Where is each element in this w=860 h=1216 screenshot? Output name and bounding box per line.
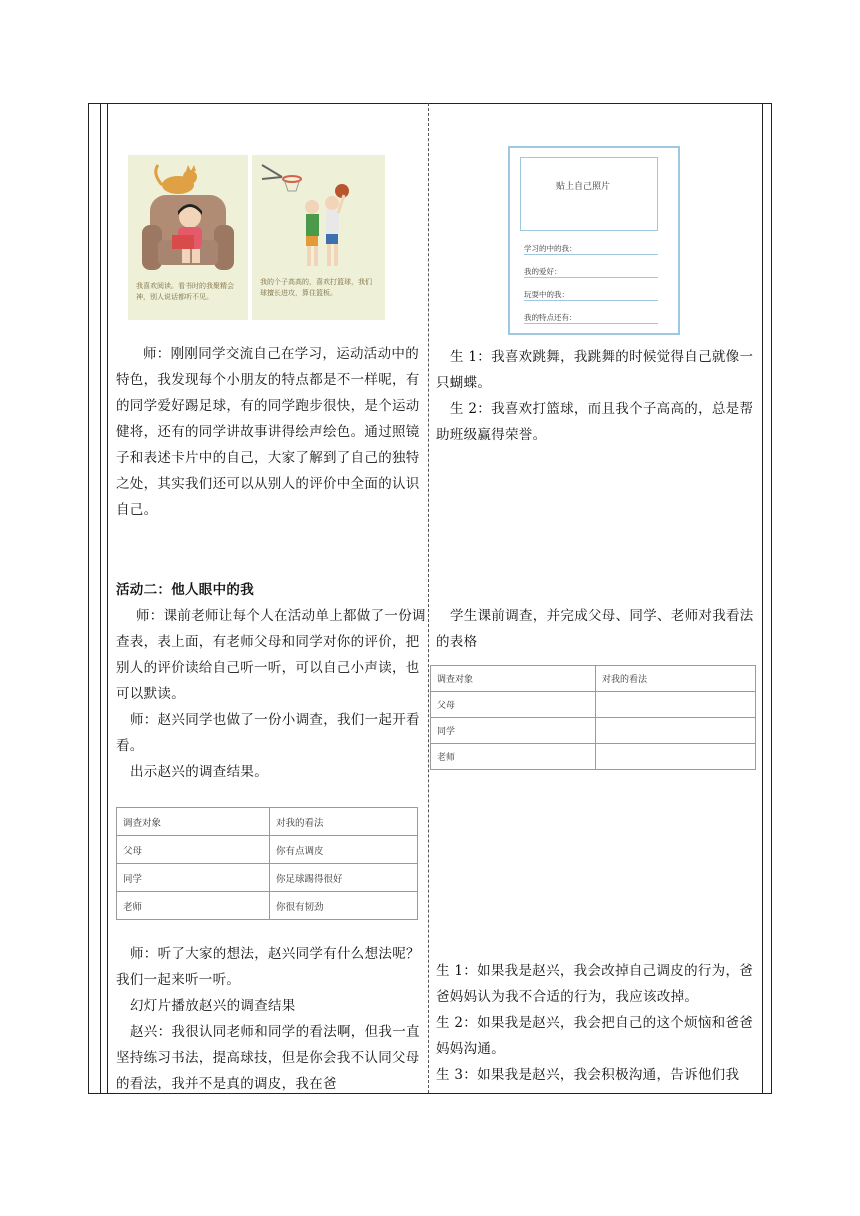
- boys-basketball-icon: [252, 155, 385, 275]
- illustration-reading: [128, 155, 248, 320]
- table-row: [431, 718, 756, 744]
- table-row: [117, 892, 418, 920]
- teacher-summary: 师：刚刚同学交流自己在学习，运动活动中的特色，我发现每个小朋友的特点都是不一样呢，有的同学爱好踢足球，有的同学跑步很快，是个运动健将，还有的同学讲故事讲得绘声绘色。通过照镜子和表述卡片中的自己，大家了解到了自己的独特之处，其实我们还可以从别人的评价中全面的认识自己。: [116, 346, 420, 518]
- table-cell: 你足球踢得很好: [270, 864, 418, 892]
- blank-survey-table: [430, 665, 756, 770]
- show-result: 出示赵兴的调查结果。: [130, 764, 268, 780]
- illustration-reading-caption: 我喜欢阅读。看书时的我聚精会神，别人说话都听不见。: [136, 282, 234, 301]
- column-divider: [428, 103, 429, 1093]
- card-line-play: 玩耍中的我：: [524, 289, 658, 301]
- teacher-zhaoxing: 师：赵兴同学也做了一份小调查，我们一起开看看。: [116, 712, 420, 754]
- card-line-hobby: 我的爱好：: [524, 266, 658, 278]
- table-header-cell: 调查对象: [431, 666, 596, 692]
- teacher-ask: 师：听了大家的想法，赵兴同学有什么想法呢？我们一起来听一听。: [116, 946, 420, 988]
- student-1-answer: 生 1：我喜欢跳舞，我跳舞的时候觉得自己就像一只蝴蝶。: [436, 349, 754, 391]
- table-row: [117, 836, 418, 864]
- self-intro-card: [508, 146, 680, 335]
- table-cell: [596, 718, 756, 744]
- girl-reading-icon: [128, 155, 248, 280]
- frame-left-border-inner: [100, 103, 101, 1093]
- survey-note: 学生课前调查，并完成父母、同学、老师对我看法的表格: [436, 608, 754, 650]
- table-cell: [596, 744, 756, 770]
- activity-title: 活动二：他人眼中的我: [116, 582, 254, 598]
- reply-student-2: 生 2：如果我是赵兴，我会把自己的这个烦恼和爸爸妈妈沟通。: [436, 1015, 754, 1057]
- table-header-cell: 对我的看法: [596, 666, 756, 692]
- frame-top-border: [88, 103, 772, 104]
- table-cell: 老师: [117, 892, 270, 920]
- card-line-study: 学习的中的我：: [524, 243, 658, 255]
- table-header-row: [431, 666, 756, 692]
- reply-student-3: 生 3：如果我是赵兴，我会积极沟通，告诉他们我: [436, 1067, 740, 1083]
- table-row: [431, 692, 756, 718]
- table-cell: 同学: [431, 718, 596, 744]
- table-cell: 你有点调皮: [270, 836, 418, 864]
- table-header-cell: 调查对象: [117, 808, 270, 836]
- card-line-traits: 我的特点还有：: [524, 312, 658, 324]
- slide-note: 幻灯片播放赵兴的调查结果: [130, 998, 296, 1014]
- frame-right-border-inner: [762, 103, 763, 1093]
- teacher-intro: 师：课前老师让每个人在活动单上都做了一份调查表，表上面，有老师父母和同学对你的评价，把别人的评价读给自己听一听，可以自己小声读，也可以默读。: [116, 608, 426, 702]
- photo-placeholder-label: 贴上自己照片: [556, 182, 611, 192]
- reply-student-1: 生 1：如果我是赵兴，我会改掉自己调皮的行为，爸爸妈妈认为我不合适的行为，我应该改掉。: [436, 963, 754, 1005]
- table-cell: 老师: [431, 744, 596, 770]
- frame-left-border-outer: [88, 103, 89, 1093]
- frame-left-border-inner2: [107, 103, 108, 1093]
- table-row: [431, 744, 756, 770]
- table-row: [117, 864, 418, 892]
- table-cell: 同学: [117, 864, 270, 892]
- frame-right-border-outer: [771, 103, 772, 1093]
- illustration-basketball: [252, 155, 385, 320]
- zhaoxing-survey-table: [116, 807, 418, 920]
- student-2-answer: 生 2：我喜欢打篮球，而且我个子高高的，总是帮助班级赢得荣誉。: [436, 401, 754, 443]
- photo-placeholder: [520, 157, 658, 231]
- table-header-row: [117, 808, 418, 836]
- table-header-cell: 对我的看法: [270, 808, 418, 836]
- table-cell: 父母: [431, 692, 596, 718]
- table-cell: 父母: [117, 836, 270, 864]
- zhaoxing-reply: 赵兴：我很认同老师和同学的看法啊，但我一直坚持练习书法，提高球技，但是你会我不认同父母的看法，我并不是真的调皮，我在爸: [116, 1024, 420, 1092]
- illustration-basketball-caption: 我的个子高高的，喜欢打篮球，我们球擅长进攻，算住篮板。: [260, 278, 372, 297]
- table-cell: 你很有韧劲: [270, 892, 418, 920]
- table-cell: [596, 692, 756, 718]
